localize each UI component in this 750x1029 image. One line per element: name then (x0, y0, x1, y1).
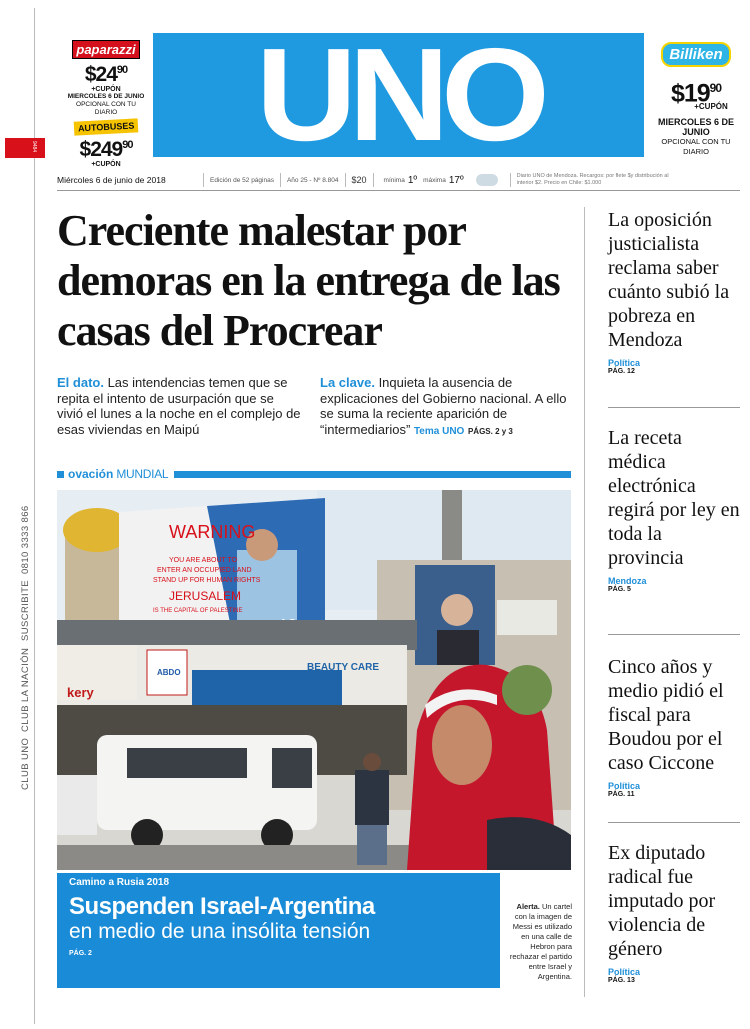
caption-title: Suspenden Israel-Argentina (69, 893, 375, 920)
story-divider (608, 822, 740, 823)
story-2-page: PÁG. 5 (608, 586, 631, 593)
issue-number: Año 25 - Nº 8.804 (286, 176, 339, 184)
issue-date: Miércoles 6 de junio de 2018 (57, 175, 166, 185)
svg-text:ENTER AN OCCUPIED LAND: ENTER AN OCCUPIED LAND (157, 567, 252, 574)
svg-text:ABDO: ABDO (157, 668, 181, 677)
paparazzi-date: MIERCOLES 6 DE JUNIO (67, 93, 145, 100)
story-1-title: La oposición justicialista reclama saber cuánto subió la pobreza en Mendoza (608, 209, 730, 351)
caption-subtitle: en medio de una insólita tensión (69, 920, 371, 943)
paparazzi-note: OPCIONAL CON TU DIARIO (76, 101, 136, 116)
caption-kicker: Camino a Rusia 2018 (69, 877, 170, 888)
billiken-cupon: +CUPÓN (694, 102, 728, 112)
red-tab: 9484 (5, 138, 45, 158)
story-4-section: Política (608, 967, 641, 977)
link-suscribite[interactable]: SUSCRIBITE (20, 580, 31, 642)
story-2-section: Mendoza (608, 576, 647, 586)
dato-label: El dato. (57, 375, 104, 390)
cloud-sun-icon (476, 174, 498, 186)
info-bar (57, 172, 740, 188)
dato-right (320, 375, 570, 439)
story-4-page: PÁG. 13 (608, 977, 635, 984)
paparazzi-cupon: +CUPÓN (91, 86, 121, 93)
ovacion-section: MUNDIAL (116, 467, 169, 481)
story-3-page: PÁG. 11 (608, 791, 635, 798)
photo-caption-box[interactable] (57, 873, 500, 988)
ovacion-bar (57, 467, 571, 481)
min-temp: 1º (407, 174, 418, 186)
story-1-section: Política (608, 358, 641, 368)
promo-paparazzi[interactable] (66, 40, 146, 168)
ovacion-brand: ovación (68, 467, 114, 481)
max-temp: 17º (448, 174, 464, 186)
alerta-label: Alerta. (516, 902, 540, 911)
link-club-la-nacion[interactable]: CLUB LA NACIÓN (20, 647, 31, 732)
billiken-date: MIERCOLES 6 DE JUNIO (657, 117, 734, 138)
clave-label: La clave. (320, 375, 375, 390)
billboard-warning: WARNING (169, 522, 256, 542)
info-note: Diario UNO de Mendoza. Recargos: por flete $y distribución al interior $2. Precio en Chile: $1.000 (516, 173, 669, 186)
story-2[interactable] (608, 426, 740, 593)
billiken-note: OPCIONAL CON TU DIARIO (661, 137, 731, 157)
promo-billiken[interactable] (652, 42, 740, 157)
svg-text:BEAUTY CARE: BEAUTY CARE (307, 662, 380, 673)
link-club-uno[interactable]: CLUB UNO (20, 737, 31, 790)
story-3-title: Cinco años y medio pidió el fiscal para Boudou por el caso Ciccone (608, 656, 724, 774)
story-3[interactable] (608, 655, 740, 798)
story-divider (608, 634, 740, 635)
min-label: mínima (383, 176, 405, 184)
logo-text: UNO (255, 21, 542, 168)
vertical-links (20, 440, 31, 790)
story-2-title: La receta médica electrónica regirá por ley en toda la provincia (608, 427, 740, 569)
svg-text:STAND UP FOR HUMAN RIGHTS: STAND UP FOR HUMAN RIGHTS (153, 577, 261, 584)
paparazzi-logo: paparazzi (72, 40, 139, 59)
dato-left (57, 375, 303, 437)
billiken-logo: Billiken (661, 42, 730, 67)
story-4-title: Ex diputado radical fue imputado por violencia de género (608, 842, 716, 960)
svg-text:IS THE CAPITAL OF PALESTINE: IS THE CAPITAL OF PALESTINE (153, 608, 243, 614)
story-1[interactable] (608, 208, 740, 375)
max-label: máxima (423, 176, 446, 184)
phone-number: 0810 3333 866 (20, 505, 31, 575)
autobuses-cupon: +CUPÓN (91, 161, 121, 168)
edition: Edición de 52 páginas (210, 176, 274, 184)
cover-price: $20 (351, 175, 367, 185)
paparazzi-price: $\$24^{90}$ (84, 63, 128, 86)
autobuses-logo: AUTOBUSES (74, 118, 139, 135)
alerta-text: Un cartel con la imagen de Messi es utilizado en una calle de Hebron para rechazar el partido entre Israel y Argentina. (509, 902, 572, 981)
dato-text: Las intendencias temen que se repita el intento de usurpación que se vivió el lunes a la noche en el complejo de esas viviendas en Maipú (57, 375, 301, 437)
main-headline[interactable]: Creciente malestar por demoras en la entrega de las casas del Procrear (57, 206, 560, 355)
story-divider (608, 407, 740, 408)
tema-uno: Tema UNO (413, 425, 465, 437)
lead-photo[interactable] (57, 490, 571, 870)
story-1-page: PÁG. 12 (608, 368, 635, 375)
autobuses-price: $\$249^{90}$ (79, 138, 133, 161)
svg-text:YOU ARE ABOUT TO: YOU ARE ABOUT TO (169, 557, 238, 564)
photo-alert-caption (508, 902, 572, 982)
clave-text: Inquieta la ausencia de explicaciones del Gobierno nacional. A ello se suma la reciente aparición de “intermediarios” (320, 375, 567, 437)
svg-text:kery: kery (67, 685, 94, 700)
story-4[interactable] (608, 841, 740, 984)
tema-pags: PÁGS. 2 y 3 (467, 426, 513, 436)
story-3-section: Política (608, 781, 641, 791)
masthead-logo[interactable] (153, 21, 644, 168)
svg-text:JERUSALEM: JERUSALEM (169, 589, 242, 603)
caption-page: PÁG. 2 (69, 950, 92, 957)
billiken-price: $\$19^{90}$ (670, 79, 722, 108)
